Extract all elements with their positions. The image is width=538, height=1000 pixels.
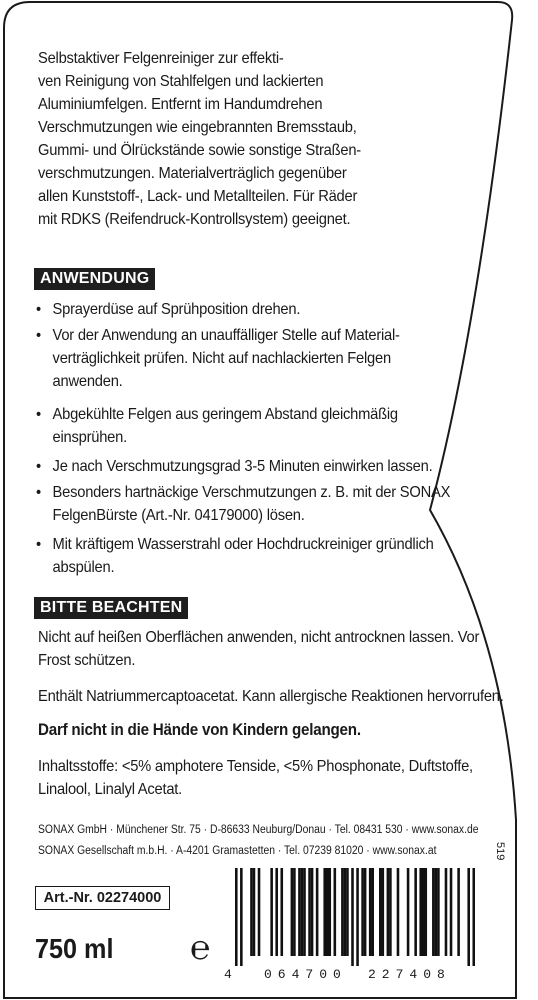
- barcode-bar: [364, 868, 367, 956]
- barcode-bar: [424, 868, 427, 956]
- list-item-text: FelgenBürste (Art.-Nr. 04179000) lösen.: [52, 507, 305, 524]
- barcode-bar: [467, 868, 470, 966]
- barcode-bar: [323, 868, 326, 956]
- barcode-bar: [298, 868, 301, 956]
- list-item-text: Abgekühlte Felgen aus geringem Abstand gleichmäßig: [52, 406, 398, 423]
- address-germany: SONAX GmbH · Münchener Str. 75 · D-86633 Neuburg/Donau · Tel. 08431 530 · www.sonax.de: [38, 824, 479, 836]
- list-item-text: abspülen.: [52, 559, 115, 576]
- barcode: [235, 868, 475, 966]
- list-item-text: Vor der Anwendung an unauffälliger Stelle auf Material-: [52, 327, 400, 344]
- anwendung-heading: ANWENDUNG: [34, 268, 155, 290]
- barcode-bar: [450, 868, 453, 956]
- barcode-bar: [250, 868, 253, 956]
- barcode-bar: [344, 868, 347, 956]
- barcode-bar: [422, 868, 425, 956]
- barcode-bar: [435, 868, 438, 956]
- intro-line: ven Reinigung von Stahlfelgen und lackierten: [38, 73, 324, 90]
- list-item-text: Sprayerdüse auf Sprühposition drehen.: [52, 301, 301, 318]
- barcode-bar: [293, 868, 296, 956]
- bullet: •: [36, 406, 41, 423]
- barcode-bar: [258, 868, 261, 956]
- intro-line: Selbstaktiver Felgenreiniger zur effekti-: [38, 50, 284, 67]
- barcode-digit-group: 227408: [368, 967, 451, 982]
- beachten-heading: BITTE BEACHTEN: [34, 597, 188, 619]
- list-item-text: einsprühen.: [52, 429, 127, 446]
- warning-line: Frost schützen.: [38, 652, 136, 669]
- side-code: 519: [494, 842, 506, 861]
- barcode-digit-group: 4: [224, 967, 232, 982]
- intro-paragraph: [38, 47, 443, 231]
- barcode-bar: [235, 868, 238, 966]
- barcode-bar: [301, 868, 304, 956]
- barcode-bar: [472, 868, 475, 966]
- barcode-digit-group: 064700: [264, 967, 347, 982]
- intro-line: allen Kunststoff-, Lack- und Metallteilen. Für Räder: [38, 188, 358, 205]
- bullet: •: [36, 301, 41, 318]
- barcode-bar: [437, 868, 440, 956]
- barcode-bar: [356, 868, 359, 966]
- list-item: [36, 403, 398, 449]
- barcode-bar: [275, 868, 278, 956]
- barcode-bar: [326, 868, 329, 956]
- barcode-bar: [341, 868, 344, 956]
- barcode-bar: [291, 868, 294, 956]
- intro-line: mit RDKS (Reifendruck-Kontrollsystem) geeignet.: [38, 211, 351, 228]
- allergen-notice: Enthält Natriummercaptoacetat. Kann allergische Reaktionen hervorrufen.: [38, 688, 504, 705]
- list-item-text: verträglichkeit prüfen. Nicht auf nachlackierten Felgen: [52, 350, 391, 367]
- list-item-text: Je nach Verschmutzungsgrad 3-5 Minuten einwirken lassen.: [52, 458, 433, 475]
- bullet: •: [36, 536, 41, 553]
- intro-line: verschmutzungen. Materialverträglich gegenüber: [38, 165, 347, 182]
- volume: 750 ml: [35, 933, 114, 964]
- barcode-bar: [316, 868, 319, 956]
- warning-line: Nicht auf heißen Oberflächen anwenden, nicht antrocknen lassen. Vor: [38, 629, 480, 646]
- barcode-bar: [280, 868, 283, 956]
- bullet: •: [36, 458, 41, 475]
- intro-line: Gummi- und Ölrückstände sowie sonstige Straßen-: [38, 142, 361, 159]
- list-item: [36, 298, 300, 321]
- barcode-bar: [389, 868, 392, 956]
- barcode-bar: [387, 868, 390, 956]
- barcode-bar: [334, 868, 337, 956]
- barcode-bar: [407, 868, 410, 956]
- warning-paragraph: [38, 626, 479, 672]
- article-number: Art.-Nr. 02274000: [35, 886, 170, 910]
- bullet: •: [36, 484, 41, 501]
- list-item: [36, 324, 400, 393]
- list-item: [36, 455, 432, 478]
- barcode-bar: [303, 868, 306, 956]
- barcode-bar: [361, 868, 364, 956]
- barcode-bar: [253, 868, 256, 956]
- list-item: [36, 533, 434, 579]
- barcode-bar: [270, 868, 273, 956]
- barcode-bar: [414, 868, 417, 956]
- barcode-bar: [240, 868, 243, 966]
- barcode-bar: [308, 868, 311, 956]
- barcode-bar: [351, 868, 354, 966]
- barcode-bar: [382, 868, 385, 956]
- ingredients-line: Linalool, Linalyl Acetat.: [38, 781, 183, 798]
- barcode-bar: [419, 868, 422, 956]
- list-item-text: Mit kräftigem Wasserstrahl oder Hochdruckreiniger gründlich: [52, 536, 434, 553]
- barcode-bar: [369, 868, 372, 956]
- barcode-bar: [457, 868, 460, 956]
- barcode-bar: [379, 868, 382, 956]
- list-item-text: Besonders hartnäckige Verschmutzungen z. B. mit der SONAX: [52, 484, 451, 501]
- ingredients: [38, 755, 473, 801]
- barcode-bar: [445, 868, 448, 956]
- list-item-text: anwenden.: [52, 373, 123, 390]
- barcode-bar: [397, 868, 400, 956]
- address-austria: SONAX Gesellschaft m.b.H. · A-4201 Gramastetten · Tel. 07239 81020 · www.sonax.at: [38, 845, 437, 857]
- intro-line: Verschmutzungen wie eingebrannten Bremsstaub,: [38, 119, 357, 136]
- barcode-bar: [346, 868, 349, 956]
- estimated-sign-icon: ℮: [190, 928, 211, 968]
- barcode-bar: [432, 868, 435, 956]
- intro-line: Aluminiumfelgen. Entfernt im Handumdrehen: [38, 96, 323, 113]
- barcode-bar: [371, 868, 374, 956]
- list-item: [36, 481, 450, 527]
- ingredients-line: Inhaltsstoffe: <5% amphotere Tenside, <5% Phosphonate, Duftstoffe,: [38, 758, 473, 775]
- barcode-bar: [311, 868, 314, 956]
- bullet: •: [36, 327, 41, 344]
- barcode-bar: [328, 868, 331, 956]
- children-warning: Darf nicht in die Hände von Kindern gelangen.: [38, 721, 361, 739]
